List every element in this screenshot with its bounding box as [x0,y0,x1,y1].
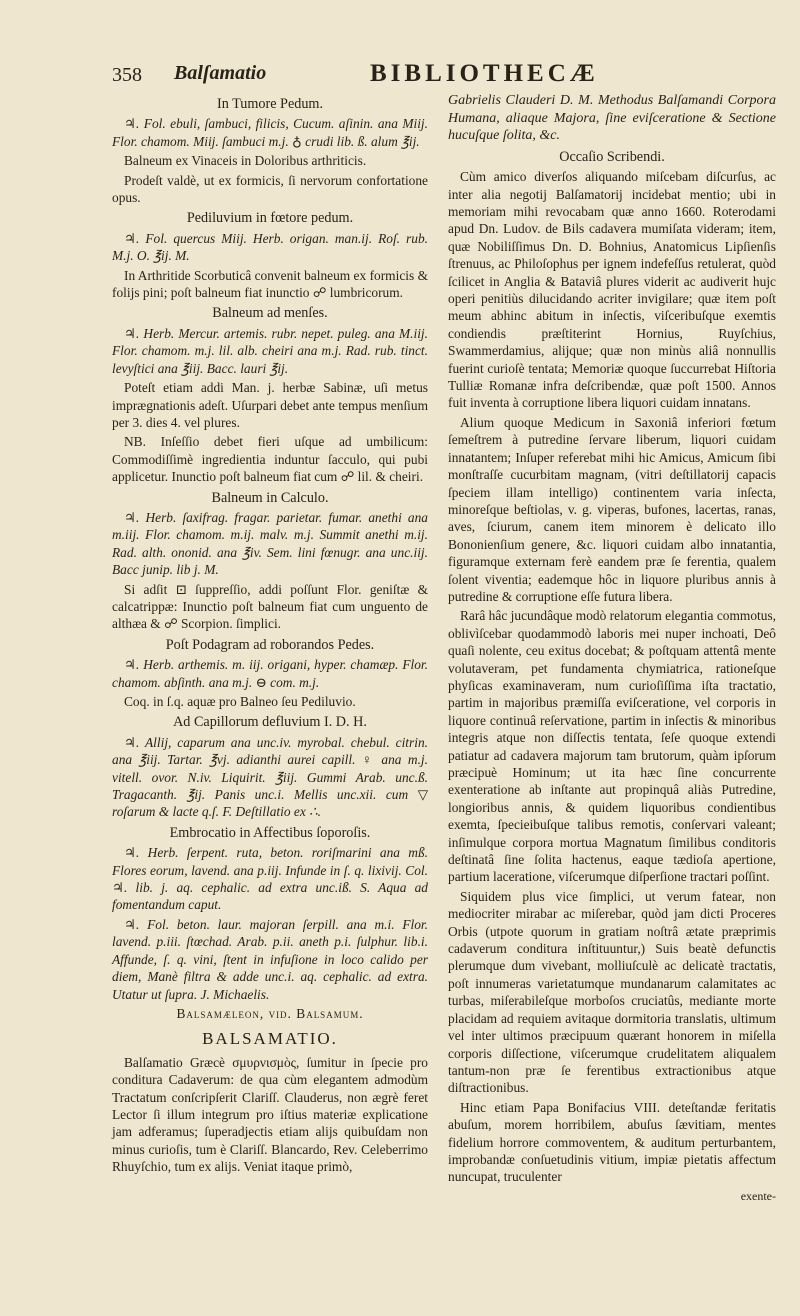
paragraph: Balſamatio Græcè σμυρνισμὸς, ſumitur in ſpecie pro conditura Cadaverum: de qua cùm elegantem admodùm Tractatum conſcripſerit Clariſſ. Clauderus, non ægrè feret Lector ſi illum integrum pro iſtius materiæ explicatione jam adferamus; ſuperadjectis etiam alijs quibuſdam non minus curioſis, tum è Clariſſ. Blancardo, Rev. Celeberrimo Rhuyſchio, tum ex alijs. Veniat itaque primò, [112,1054,428,1175]
paragraph: Hinc etiam Papa Bonifacius VIII. deteſtandæ feritatis abuſum, morem horribilem, abuſus ſævitiam, mentes fidelium horrore commoventem, & auditum perturbantem, improbandæ conſuetudinis vitium, impiæ pietatis affectum nuncupat, truculenter [448,1099,776,1185]
paragraph: Cùm amico diverſos aliquando miſcebam diſcurſus, ac inter alia negotij Balſamatorij incidebat mentio; ubi in memoriam mihi revocabam quæ anno 1660. Roterodami apud Dn. Ludov. de Bils cadavera mumiſata videram; item, quæ Nobiliſſimus Dn. D. Bohnius, Anatomicus Lipſienſis ſtrenuus, ac Philoſophus per ignem indefeſſus retulerat, quòd ſcilicet in Anglia & Bataviâ plures viderit ac audiverit hujc operi penitiùs dilucidando acriter invigilare; quæ item poſt meum abhinc abitum in inſectis, viſceribuſque exemtis condiendis præſtiterint Hornius, Ruyſchius, Swammerdamius, alijque; quæ non minùs aliâ nonnullis fuerint curioſè tentata; Memoriæ quoque ſuccurrebat Hiſtoria Tulliæ Romanæ infra deſcribendæ, quæ poſt 1500. Annos fuit inventa à corruptione libera liquori cuidam innatans. [448,169,776,411]
paragraph: Siquidem plus vice ſimplici, ut verum fatear, non mediocriter mirabar ac miſerebar, quòd jam dicti Proceres Orbis (utpote quorum in gratiam noſtrâ ætate præprimis cadaverum conditura inſtituuntur,) Suis beatè defunctis plerumque dum vivebant, molliuſculè ac delicatè tractatis, poſt innumeras varietatumque mundanarum calamitates ac turbas, miſerabileſque morboſos cruciatûs, mediante morte placidam ad requiem avitaque dormitoria translatis, ultimum vel inter ultimos præcipuum quærant honorem in miſella corporis diſſectione, viſcerumque crudelitatem aliqualem tantum-non præ ſe ferentibus extractionibus atque diſtractionibus. [448,888,776,1096]
section-heading: Balneum in Calculo. [211,489,329,506]
recipe-paragraph: ♃. Herb. Mercur. artemis. rubr. nepet. puleg. ana M.iij. Flor. chamom. m.j. lil. alb. cheiri ana m.j. Rad. rub. tinct. levyſtici ana ℥iij. Bacc. lauri ℥ij. [112,325,428,376]
section-heading: Poſt Podagram ad roborandos Pedes. [165,636,375,653]
catchword: exente- [740,1188,776,1203]
recipe-paragraph: ♃. Herb. ſerpent. ruta, beton. roriſmarini ana mß. Flores eorum, lavend. ana p.iij. Infunde in ſ. q. lixivij. Col. ♃. lib. j. aq. cephalic. ad extra unc.iß. S. Aqua ad fomentandum caput. [112,845,428,913]
paragraph: NB. Inſeſſio debet fieri uſque ad umbilicum: Commodiſſimè ingredientia induntur ſacculo, qui pubi applicetur. Inunctio poſt balneum fiat cum ☍ lil. & cheiri. [112,434,428,485]
paragraph: Prodeſt valdè, ut ex formicis, ſi nervorum confortatione opus. [112,172,428,206]
section-heading: In Tumore Pedum. [216,96,324,112]
left-column [112,92,428,1178]
section-heading: Pediluvium in fœtore pedum. [186,210,354,227]
recipe-paragraph: ♃. Fol. ebuli, ſambuci, filicis, Cucum. aſinin. ana Miij. Flor. chamom. Miij. ſambuci m.j. ♁ crudi lib. ß. alum ℥ij. [112,116,428,149]
paragraph: Poteſt etiam addi Man. j. herbæ Sabinæ, uſi metus imprægnationis adeſt. Uſurpari debet ante tempus menſium per 3. dies 4. vel plures. [112,380,428,430]
cross-reference: Balsamæleon, vid. Balſamum. [176,1005,364,1021]
text-columns [112,92,776,1256]
recipe-paragraph: ♃. Allij, caparum ana unc.iv. myrobal. chebul. citrin. ana ℥iij. Tartar. ℥vj. adianthi aurei capill. ♀ ana m.j. vitell. ovor. N.iv. Liquirit. ℥iij. Gummi Arab. unc.ß. Tragacanth. ℥ij. Panis unc.i. Mellis unc.xii. cum ▽ roſarum & lacte q.ſ. F. Deſtillatio ex ∴. [112,734,428,820]
treatise-title: Gabrielis Clauderi D. M. Methodus Balſamandi Corpora Humana, aliaque Majora, ſine eviſceratione & Sectione hucuſque ſolita, &c. [448,93,776,144]
section-heading: Occaſio Scribendi. [559,148,665,165]
section-heading: Ad Capillorum defluvium I. D. H. [173,714,367,731]
running-head [112,62,770,90]
recipe-paragraph: ♃. Fol. beton. laur. majoran ſerpill. ana m.i. Flor. lavend. p.iii. ſtœchad. Arab. p.ii. aneth p.i. ſulphur. lib.i. Affunde, ſ. q. vini, ſtent in infuſione in loco calido per diem, Manè filtra & adde unc.i. aq. cephalic. ad extra. Utatur ut ſupra. J. Michaelis. [112,916,428,1002]
running-title-center: BIBLIOTHECÆ [370,60,599,87]
paragraph: Alium quoque Medicum in Saxoniâ inferiori fœtum ſemeſtrem à putredine ſervare liberum, liquori cuidam innatantem; Inſuper referebat mihi hic Amicus, Amicum ſibi monſtraſſe cucurbitam magnam, (vitri deſtillatorij capacis ſpeciem illam intelligo) continentem varia inſecta, minoreſque beſtiolas, v. g. viperas, bufones, lacertas, ranas, aves, ſciurum, canem item minorem è delicato illo Bononienſium genere, &c. liquori cuidam albo innatantia, figuramque externam ferè eandem præ ſe ferentia, qualem ſolent viventia; eademque hôc in liquore pluribus annis à putredine & corruptione eſſe futura libera. [448,414,776,604]
paragraph: Balneum ex Vinaceis in Doloribus arthriticis. [124,153,367,169]
paragraph: Si adſit ⊡ ſuppreſſio, addi poſſunt Flor. geniſtæ & calcatrippæ: Inunctio poſt balneum fiat cum unguento de althæa & ☍ Scorpion. ſimplici. [112,581,428,632]
paragraph: In Arthritide Scorbuticâ convenit balneum ex formicis & folijs pini; poſt balneum fiat inunctio ☍ lumbricorum. [112,267,428,301]
paragraph: Rarâ hâc jucundâque modò relatorum elegantia commotus, oblivìſcebar quodammodò laboris mei nuper inchoati, Deô quaſi nolente, ceu exitus docebat; & poſtquam attentâ mente volutaveram, pet fundamenta chymiatrica, rationeſque phyſicas examinaveram, num curioſiſſima iſta tractatio, partim in majoribus præmiſſa eviſceratione, vel corporis in liquore continuâ reſervatione, partim in inſectis & minoribus integris atque non diſſectis tentata, ſeſe quoque extendi patiatur ad cadavera majorum tam brutorum, quàm ipſorum præcipuè Hominum; ut ita hæc ſine concurrente exenteratione ab inſtante aut propinquâ aliàs Putredine, longioribus annis, & quidem liquoribus condientibus exemta, ſpecieibuſque talibus remotis, conſervari valeant; inſimulque corpora mortua Magnatum ſimilibus conditoris deſtinatâ ſine ſolita hactenus, eaque tædioſa apertione, partium laceratione, viſcerumque diſperſione tractari poſſint. [448,608,776,885]
recipe-paragraph: ♃. Herb. arthemis. m. iij. origani, hyper. chamæp. Flor. chamom. abſinth. ana m.j. ⊖ com. m.j. [112,657,428,690]
recipe-paragraph: ♃. Fol. quercus Miij. Herb. origan. man.ij. Roſ. rub. M.j. O. ℥ij. M. [112,230,428,264]
running-title-left: Balſamatio [174,62,267,84]
section-heading: Balneum ad menſes. [212,305,328,322]
right-column [448,92,776,1207]
paragraph: Coq. in ſ.q. aquæ pro Balneo ſeu Pediluvio. [124,694,356,709]
recipe-paragraph: ♃. Herb. ſaxifrag. fragar. parietar. fumar. anethi ana m.iij. Flor. chamom. m.ij. malv. m.j. Summit anethi m.ij. Rad. alth. ononid. ana ℥iv. Sem. lini fœnugr. ana unc.iij. Bacc junip. lib j. M. [112,509,428,578]
article-heading: BALSAMATIO. [202,1029,338,1049]
section-heading: Embrocatio in Affectibus ſoporoſis. [169,824,371,841]
page-number: 358 [112,64,142,86]
